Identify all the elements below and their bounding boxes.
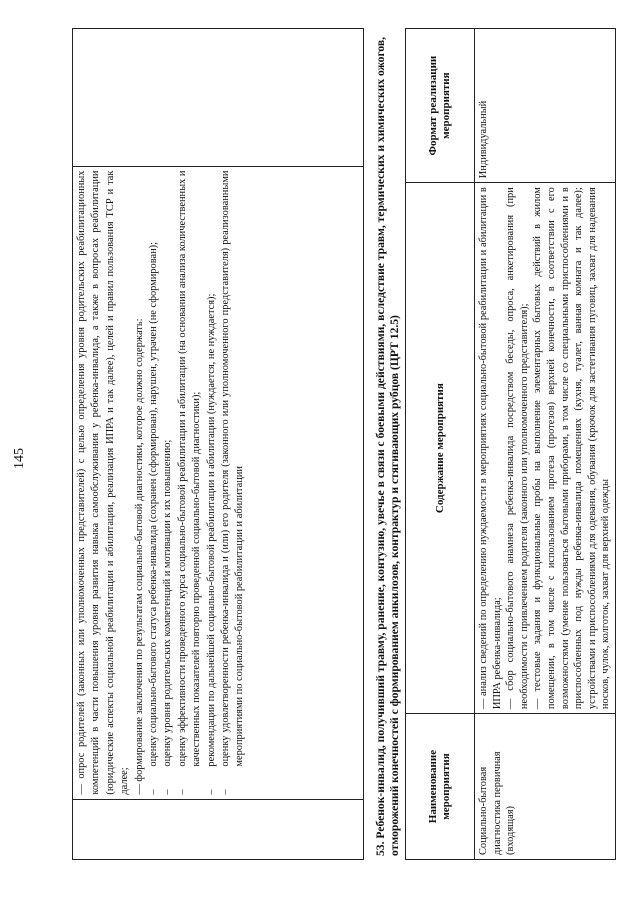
empty-cell [73, 29, 364, 167]
list-item [161, 171, 175, 795]
text-line: — опрос родителей (законных или уполномоченных представителей) с целью определения уровня родительских реабилитационных компетенций в части повышения уровня развития навыка самообслуживания у ребенка-инвалида, а также в вопросах реабилитации (юридические аспекты социальной реабилитации и абилитации, реализация ИПРА и так далее), целей и правил пользования ТСР и так далее; [76, 170, 131, 795]
activity-format-cell: Индивидуальный [475, 29, 616, 183]
bullet-mark: – [205, 789, 217, 795]
bullet-text: оценку социально-бытового статуса ребенка-инвалида (сохранен (сформирован), нарушен, утрачен (не сформирован); [148, 242, 160, 767]
bullet-mark: – [162, 789, 174, 795]
table-row [73, 29, 364, 860]
list-item [147, 171, 161, 795]
bullet-mark: – [148, 789, 160, 795]
activity-name-cell: Социально-бытовая диагностика первичная (входящая) [475, 714, 616, 860]
bullet-mark: – [220, 789, 232, 795]
header-activity-content: Содержание мероприятия [406, 183, 475, 714]
activities-table [405, 28, 616, 860]
bullet-mark: – [176, 789, 188, 795]
list-item [205, 171, 219, 795]
page-number: 145 [12, 448, 27, 469]
section-heading: 53. Ребенок-инвалид, получивший травму, ранение, контузию, увечье в связи с боевыми действиями, вследствие травм, термических и химических ожогов, отморожений конечностей с формированием анкилозов, контрактур и стягивающих рубцов (ЦРТ 12.5) [374, 36, 401, 856]
text-line: — анализ сведений по определению нуждаемости в мероприятиях социально-бытовой реабилитации и абилитации в ИПРА ребенка-инвалида; [478, 187, 503, 710]
table-row [475, 29, 616, 860]
content-cell [73, 166, 364, 799]
text-line: — сбор социально-бытового анамнеза ребенка-инвалида посредством беседы, опроса, анкетирования (при необходимости с привлечением родителя (законного или уполномоченного представителя); [505, 187, 530, 710]
bullet-text: оценку эффективности проведенного курса социально-бытовой реабилитации и абилитации (на основании анализа количественных и качественных показателей повторно проведенной социально-бытовой диагностики); [176, 170, 203, 767]
text-line: — формирование заключения по результатам социально-бытовой диагностики, которое должно содержать: [133, 318, 145, 795]
bullet-text: рекомендации по дальнейшей социально-бытовой реабилитации и абилитации (нуждается, не нуждается); [205, 293, 217, 767]
list-item [219, 171, 248, 795]
header-activity-format: Формат реализации мероприятия [406, 29, 475, 183]
text-line: — тестовые задания и функциональные пробы на выполнение элементарных бытовых действий в жилом помещении, в том числе с использованием протеза (протезов) верхней конечности, в соответствии с его возможностями (умение пользоваться бытовыми приборами, в том числе со специальными приспособлениями и в приспособленных под нужды ребенка-инвалида помещениях (кухня, туалет, ванная комната и так далее); устройствами и приспособлениями для одевания, обувания (крючок для застегивания пуговиц, захват для надевания носков, чулок, колготок, захват для верхней одежды [532, 187, 612, 710]
header-row [406, 29, 475, 860]
bullet-text: оценку уровня родительских компетенций и мотивации к их повышению; [162, 439, 174, 767]
continuation-table [72, 28, 364, 860]
header-activity-name: Наименование мероприятия [406, 714, 475, 860]
bullet-text: оценку удовлетворенности ребенка-инвалида и (или) его родителя (законного или уполномоченного представителя) реализованными мероприятиями по социально-бытовой реабилитации и абилитации [220, 170, 246, 767]
activity-content-cell [475, 183, 616, 714]
empty-cell [73, 799, 364, 859]
list-item [176, 171, 205, 795]
